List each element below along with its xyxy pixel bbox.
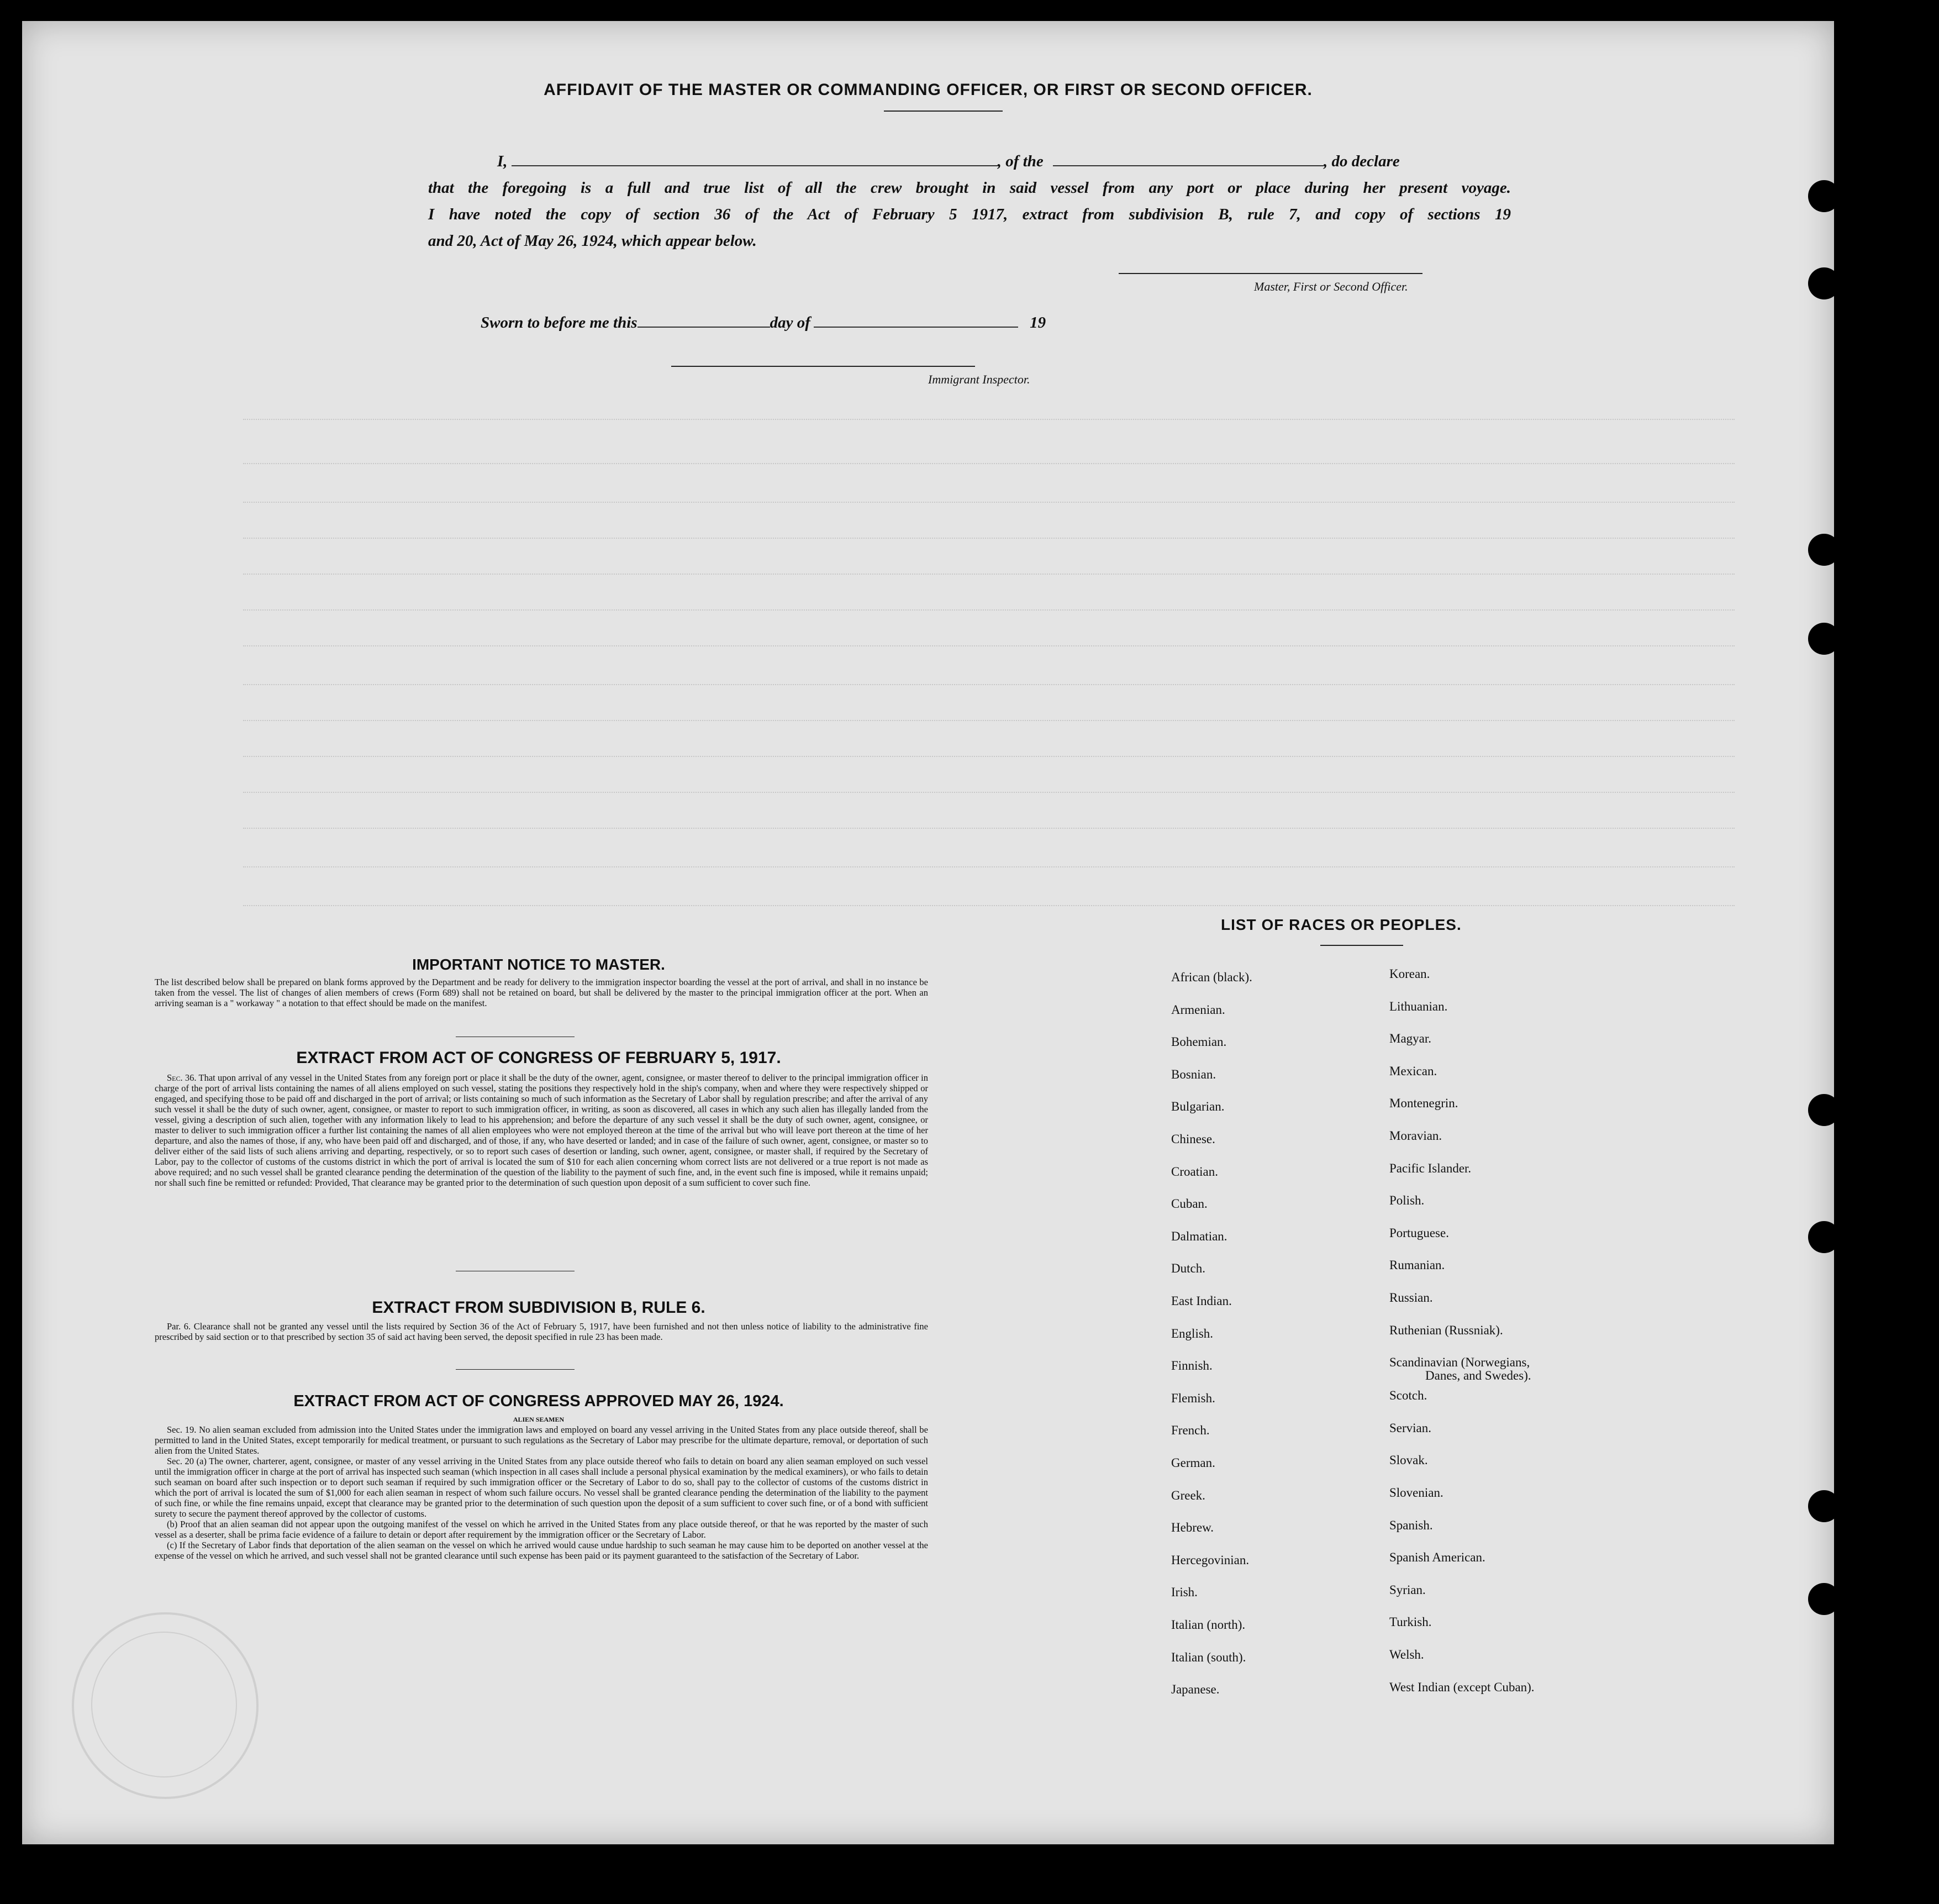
- race-item: Japanese.: [1171, 1682, 1220, 1697]
- race-item: East Indian.: [1171, 1294, 1232, 1308]
- affidavit-title: AFFIDAVIT OF THE MASTER OR COMMANDING OFFICER, OR FIRST OR SECOND OFFICER.: [544, 81, 1313, 99]
- binder-hole: [1808, 1490, 1840, 1522]
- master-caption: Master, First or Second Officer.: [1254, 280, 1408, 293]
- race-item: Scotch.: [1389, 1388, 1427, 1403]
- sworn-prefix: Sworn to before me this: [481, 314, 637, 332]
- race-item: Danes, and Swedes).: [1425, 1369, 1531, 1383]
- par-6-text: Clearance shall not be granted any vessel until the lists required by Section 36 of the Act of February 5, 1917, have been furnished and not then unless notice of liability to the administrative fine prescribed by said section or to that prescribed by section 35 of said act having been served, the deposit specified in rule 23 has been made.: [155, 1321, 928, 1342]
- race-item: Dalmatian.: [1171, 1229, 1227, 1243]
- bleed-through-row: [243, 905, 1735, 912]
- race-item: Spanish.: [1389, 1518, 1433, 1532]
- race-item: Slovak.: [1389, 1453, 1428, 1468]
- race-item: Armenian.: [1171, 1002, 1225, 1017]
- bleed-through-row: [243, 419, 1735, 425]
- race-item: Bulgarian.: [1171, 1100, 1225, 1114]
- race-item: Finnish.: [1171, 1359, 1213, 1373]
- do-declare-label: , do declare: [1324, 152, 1400, 170]
- race-item: Servian.: [1389, 1421, 1432, 1435]
- binder-hole: [1808, 534, 1840, 566]
- bleed-through-row: [243, 828, 1735, 834]
- race-item: Slovenian.: [1389, 1486, 1443, 1500]
- bleed-through-row: [243, 720, 1735, 727]
- race-item: Scandinavian (Norwegians,: [1389, 1355, 1530, 1370]
- race-item: Mexican.: [1389, 1064, 1437, 1078]
- sec-20b-text: (b) Proof that an alien seaman did not appear upon the outgoing manifest of the vessel on which he arrived in the United States from any place outside thereof, or that he was reported by the master of such vessel as a deserter, shall be prima facie evidence of a failure to detain or deport after requirement by the immigration officer or the Secretary of Labor.: [155, 1519, 928, 1540]
- race-item: Greek.: [1171, 1488, 1205, 1502]
- race-item: African (black).: [1171, 970, 1252, 984]
- bleed-through-row: [243, 792, 1735, 798]
- bleed-through-row: [243, 866, 1735, 873]
- race-item: Turkish.: [1389, 1615, 1432, 1629]
- race-item: Russian.: [1389, 1291, 1433, 1305]
- race-item: Cuban.: [1171, 1197, 1208, 1211]
- inspector-caption: Immigrant Inspector.: [928, 372, 1030, 386]
- alien-seamen-subtitle: ALIEN SEAMEN: [513, 1416, 565, 1423]
- binder-hole: [1808, 1221, 1840, 1253]
- race-item: Italian (north).: [1171, 1618, 1246, 1632]
- races-underline: [1320, 945, 1403, 946]
- race-item: Dutch.: [1171, 1261, 1205, 1276]
- bleed-through-row: [243, 463, 1735, 470]
- race-item: Lithuanian.: [1389, 999, 1448, 1013]
- extract-1924-body: [155, 1424, 928, 1561]
- race-item: Hercegovinian.: [1171, 1553, 1250, 1567]
- race-item: English.: [1171, 1326, 1214, 1340]
- extract-1924-title: EXTRACT FROM ACT OF CONGRESS APPROVED MAY 26, 1924.: [293, 1392, 784, 1410]
- master-signature-line: [1119, 273, 1422, 274]
- affidavit-i-label: I,: [497, 152, 508, 170]
- binder-hole: [1808, 1094, 1840, 1126]
- race-item: Montenegrin.: [1389, 1096, 1458, 1111]
- bleed-through-row: [243, 756, 1735, 762]
- bleed-through-row: [243, 502, 1735, 508]
- race-item: Bohemian.: [1171, 1035, 1227, 1049]
- document-page: [22, 21, 1834, 1844]
- sec-19-text: Sec. 19. No alien seaman excluded from admission into the United States under the immigration laws and employed on board any vessel arriving in the United States from any place outside thereof, shall be permitted to land in the United States, except temporarily for medical treatment, or pursuant to such regulations as the Secretary of Labor may prescribe for the ultimate departure, removal, or deportation of such alien from the United States.: [155, 1424, 928, 1456]
- race-item: Flemish.: [1171, 1391, 1215, 1405]
- race-item: Pacific Islander.: [1389, 1161, 1472, 1175]
- name-blank: [512, 153, 998, 166]
- subdivision-body: [155, 1321, 928, 1342]
- sworn-line: [481, 309, 1144, 336]
- bleed-through-row: [243, 684, 1735, 691]
- bleed-through-row: [243, 645, 1735, 652]
- sec-36-text: That upon arrival of any vessel in the United States from any foreign port or place it shall be the duty of the owner, agent, consignee, or master thereof to deliver to the principal immigration officer in charge of the port of arrival lists containing the names of all aliens employed on such vessel, stating the positions they respectively hold in the ship's company, when and where they were respectively shipped or engaged, and specifying those to be paid off and discharged in the port of arrival; or lists containing so much of such information as the Secretary of Labor shall by regulation prescribe; and after the arrival of any such vessel it shall be the duty of such owner, agent, consignee, or master to report to such immigration officer, in writing, as soon as discovered, all cases in which any such alien has illegally landed from the vessel, giving a description of such alien, together with any information likely to lead to his apprehension; and before the departure of any such vessel it shall be the duty of such owner, agent, consignee, or master to deliver to such immigration officer a further list containing the names of all alien employees who were not employed thereon at the time of the arrival but who will leave port thereon at the time of her departure, and also the names of those, if any, who have been paid off and discharged, and of those, if any, who have deserted or landed; and in case of the failure of such owner, agent, consignee, or master so to deliver either of the said lists of such aliens arriving and departing, respectively, or so to report such cases of desertion or landing, such owner, agent, consignee, or master shall, if required by the Secretary of Labor, pay to the collector of customs of the customs district in which the port of arrival is located the sum of $10 for each alien concerning whom correct lists are not delivered or a true report is not made as above required; and no such vessel shall be granted clearance pending the determination of the question of the liability to the payment of such fine, and, in the event such fine is imposed, while it remains unpaid; nor shall such fine be remitted or refunded: Provided, That clearance may be granted prior to the determination of such question upon deposit of a sum sufficient to cover such fine.: [155, 1072, 928, 1188]
- bleed-through-row: [243, 574, 1735, 580]
- inspector-signature-line: [671, 366, 975, 367]
- notice-body: [155, 977, 928, 1008]
- notice-title: IMPORTANT NOTICE TO MASTER.: [412, 956, 665, 973]
- par-6-label: Par. 6.: [167, 1321, 191, 1332]
- binder-hole: [1808, 267, 1840, 299]
- race-item: Polish.: [1389, 1193, 1425, 1208]
- extract-1917-title: EXTRACT FROM ACT OF CONGRESS OF FEBRUARY 5, 1917.: [296, 1049, 781, 1067]
- bleed-through-row: [243, 538, 1735, 544]
- race-item: West Indian (except Cuban).: [1389, 1680, 1535, 1694]
- notice-text: The list described below shall be prepared on blank forms approved by the Department and be ready for delivery to the immigration inspector boarding the vessel at the port of arrival, and shall in no instance be taken from the vessel. The list of changes of alien members of crews (Form 689) shall not be retained on board, but shall be delivered by the master to the principal immigration officer at the port. When an arriving seaman is a " workaway " a notation to that effect should be made on the manifest.: [155, 977, 928, 1008]
- race-item: Portuguese.: [1389, 1225, 1449, 1240]
- race-item: Welsh.: [1389, 1648, 1424, 1661]
- race-item: Moravian.: [1389, 1129, 1442, 1143]
- day-blank: [637, 314, 770, 328]
- race-item: Italian (south).: [1171, 1650, 1246, 1664]
- affidavit-line-1: [497, 148, 1508, 175]
- race-item: Rumanian.: [1389, 1258, 1445, 1272]
- race-item: Syrian.: [1389, 1582, 1426, 1597]
- race-item: Korean.: [1389, 967, 1430, 981]
- divider: [456, 1369, 575, 1370]
- sec-20c-text: (c) If the Secretary of Labor finds that deportation of the alien seaman on the vessel on which he arrived would cause undue hardship to such seaman he may cause him to be deported on another vessel at the expense of the vessel on which he arrived, and such vessel shall not be granted clearance until such expense has been paid or its payment guaranteed to the satisfaction of the Secretary of Labor.: [155, 1540, 928, 1561]
- day-of-label: day of: [770, 314, 810, 332]
- of-the-label: , of the: [997, 152, 1044, 170]
- sec-36-label: Sec. 36.: [167, 1072, 197, 1083]
- binder-hole: [1808, 623, 1840, 655]
- race-item: Irish.: [1171, 1585, 1198, 1600]
- race-item: German.: [1171, 1456, 1215, 1470]
- binder-hole: [1808, 180, 1840, 212]
- binder-hole: [1808, 1583, 1840, 1615]
- affidavit-line-2: that the foregoing is a full and true list of all the crew brought in said vessel from any port or place during her present voyage.: [428, 179, 1511, 197]
- bleed-through-row: [243, 609, 1735, 616]
- sec-20a-text: Sec. 20 (a) The owner, charterer, agent, consignee, or master of any vessel arriving in the United States from any place outside thereof who fails to detain on board any alien seaman employed on such vessel until the immigration officer in charge at the port of arrival has inspected such seaman (which inspection in all cases shall include a personal physical examination by the medical examiners), or who fails to detain such seaman on board after such inspection or to deport such seaman if required by such immigration officer or the Secretary of Labor to do so, shall pay to the collector of customs of the customs district in which the port of arrival is located the sum of $1,000 for each alien seaman in respect of whom such failure occurs. No vessel shall be granted clearance pending the determination of the liability to the payment of such fine, or while the fine remains unpaid, except that clearance may be granted prior to the determination of such question upon the deposit of a sum sufficient to cover such fine, or of a bond with sufficient surety to secure the payment thereof approved by the collector of customs.: [155, 1456, 928, 1519]
- affidavit-line-4: and 20, Act of May 26, 1924, which appear below.: [428, 232, 757, 250]
- race-item: Spanish American.: [1389, 1550, 1485, 1565]
- vessel-blank: [1053, 153, 1324, 166]
- race-item: Chinese.: [1171, 1132, 1215, 1146]
- subdivision-title: EXTRACT FROM SUBDIVISION B, RULE 6.: [372, 1298, 705, 1317]
- affidavit-line-3: I have noted the copy of section 36 of the Act of February 5 1917, extract from subdivision B, rule 7, and copy of sections 19: [428, 206, 1511, 223]
- races-title: LIST OF RACES OR PEOPLES.: [1221, 916, 1462, 933]
- race-item: Bosnian.: [1171, 1067, 1216, 1081]
- title-underline: [884, 111, 1003, 112]
- embossed-seal-inner: [91, 1632, 237, 1777]
- race-item: Ruthenian (Russniak).: [1389, 1323, 1503, 1337]
- month-blank: [814, 314, 1018, 328]
- race-item: Magyar.: [1389, 1032, 1432, 1046]
- year-label: 19: [1030, 314, 1046, 332]
- race-item: Hebrew.: [1171, 1521, 1214, 1535]
- extract-1917-body: [155, 1072, 928, 1188]
- race-item: Croatian.: [1171, 1164, 1218, 1179]
- race-item: French.: [1171, 1423, 1210, 1438]
